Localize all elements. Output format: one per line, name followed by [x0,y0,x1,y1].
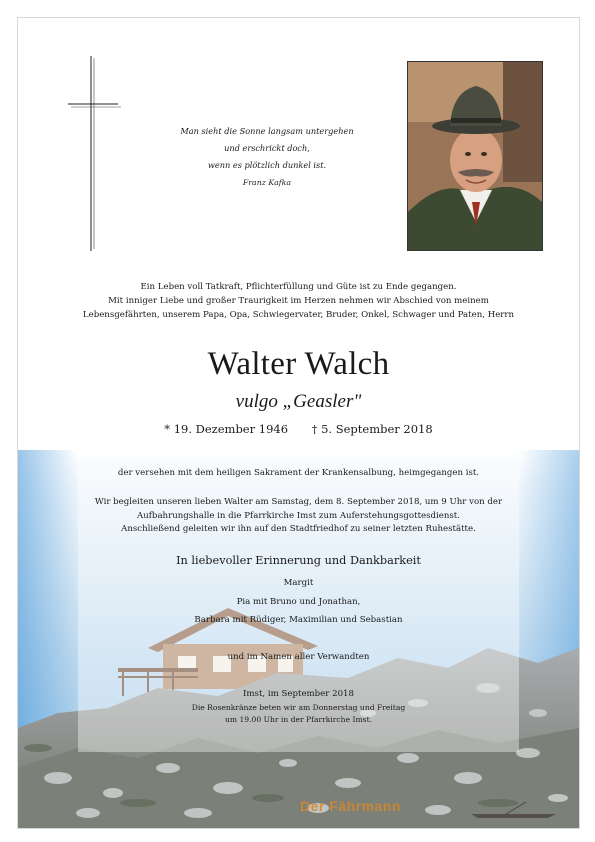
boat-icon [466,802,566,820]
quote-line: Man sieht die Sonne langsam untergehen [180,126,354,136]
cross-icon [68,56,128,256]
family-line [18,667,579,686]
intro-text [18,280,579,322]
funeral-text [18,496,579,537]
quote-author: Franz Kafka [242,178,292,187]
family-line: Barbara mit Rüdiger, Maximilian und Sebastian [194,615,403,625]
portrait-photo [407,61,543,251]
rosary-note [18,702,579,726]
family-line: Margit [283,578,314,588]
intro-line: Mit inniger Liebe und großer Traurigkeit im Herzen nehmen wir Abschied von meinem [108,296,489,306]
logo-text: Der Fährmann [300,798,401,814]
rosary-line: um 19.00 Uhr in der Pfarrkirche Imst. [224,715,373,724]
funeral-line: Anschließend geleiten wir ihn auf den Stadtfriedhof zu seiner letzten Ruhestätte. [121,524,476,534]
death-date: † 5. September 2018 [311,422,433,436]
obituary-card [17,17,580,829]
family-line: Pia mit Bruno und Jonathan, [236,596,361,607]
family-line [18,630,579,649]
quote-line: und erschrickt doch, [224,143,310,153]
funeral-line: Wir begleiten unseren lieben Walter am Samstag, dem 8. September 2018, um 9 Uhr von der [94,497,503,507]
deceased-nickname: vulgo „Geasler" [235,391,362,412]
intro-line: Lebensgefährten, unserem Papa, Opa, Schwiegervater, Bruder, Onkel, Schwager und Paten, Herrn [82,310,515,320]
quote-line: wenn es plötzlich dunkel ist. [207,160,327,170]
family-line: und im Namen aller Verwandten [227,652,370,662]
sacrament-text [18,467,579,481]
sacrament-line: der versehen mit dem heiligen Sakrament der Krankensalbung, heimgegangen ist. [117,468,480,478]
birth-date: * 19. Dezember 1946 [164,422,289,436]
family-list [18,574,579,704]
portrait-image [408,62,542,250]
rosary-line: Die Rosenkränze beten wir am Donnerstag und Freitag [191,703,406,712]
kafka-quote [138,123,396,191]
deceased-name: Walter Walch [207,346,390,382]
place-date-line: Imst, im September 2018 [243,689,354,699]
remembrance-heading: In liebevoller Erinnerung und Dankbarkeit [176,554,421,567]
intro-line: Ein Leben voll Tatkraft, Pflichterfüllung und Güte ist zu Ende gegangen. [140,282,457,292]
funeral-line: Aufbahrungshalle in die Pfarrkirche Imst zum Auferstehungsgottesdienst. [137,510,460,521]
funeral-home-logo [286,794,576,824]
life-dates [18,422,579,436]
